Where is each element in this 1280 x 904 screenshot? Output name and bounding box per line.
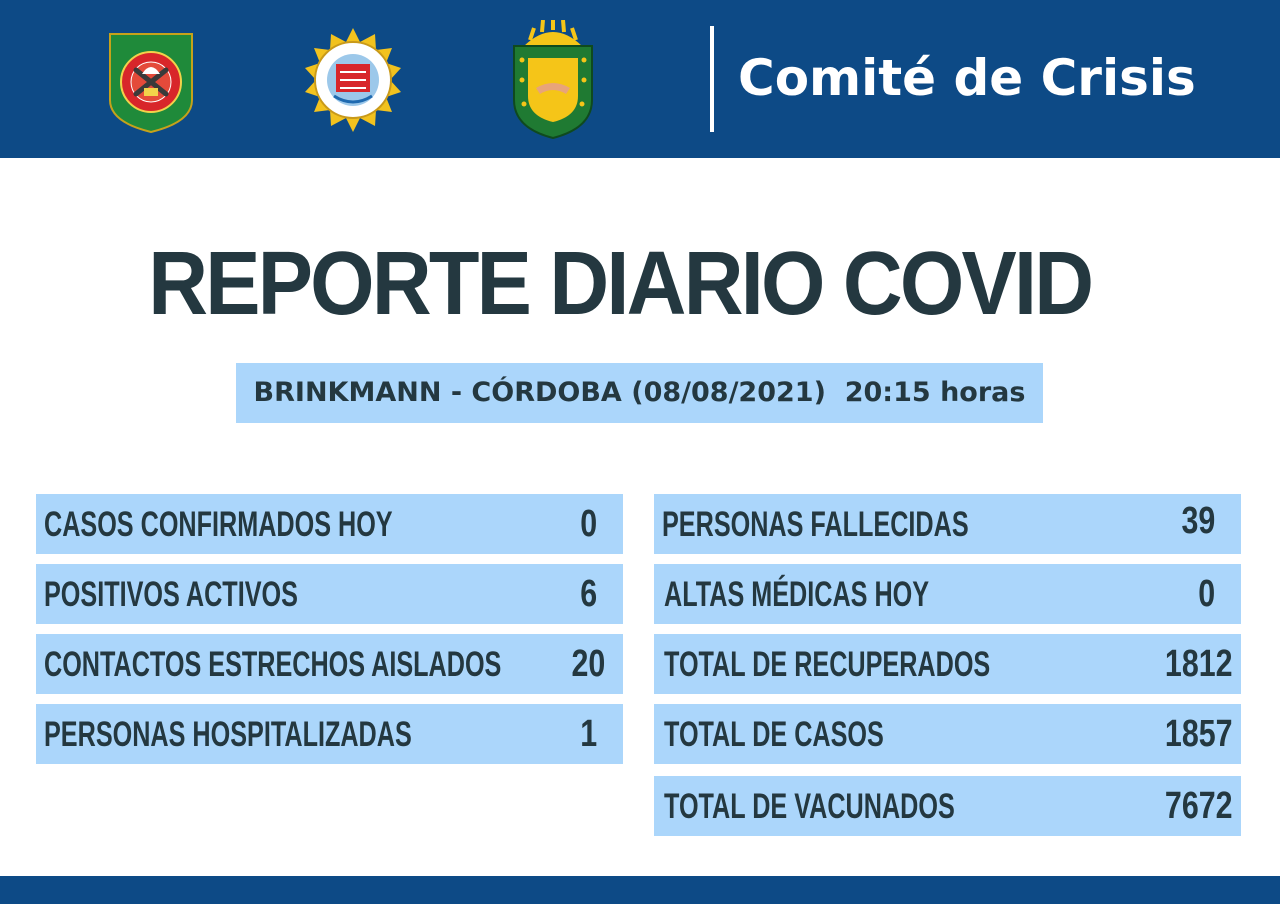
stat-label: TOTAL DE RECUPERADOS: [664, 645, 991, 684]
stat-label: CONTACTOS ESTRECHOS AISLADOS: [44, 645, 502, 684]
stat-row-total-casos: [654, 704, 1241, 764]
stat-value: 7672: [1165, 785, 1233, 827]
report-title: REPORTE DIARIO COVID: [148, 234, 1092, 334]
stat-row-contactos-estrechos: [36, 634, 623, 694]
stat-row-total-vacunados: [654, 776, 1241, 836]
location-banner: [236, 363, 1043, 423]
stat-label: CASOS CONFIRMADOS HOY: [44, 505, 393, 544]
stat-label: PERSONAS FALLECIDAS: [662, 505, 969, 544]
stat-value: 1857: [1165, 713, 1233, 755]
stat-label: POSITIVOS ACTIVOS: [44, 575, 298, 614]
stat-value: 1: [580, 713, 597, 755]
stat-value: 20: [571, 643, 605, 685]
stat-value: 39: [1181, 500, 1215, 542]
footer-bar: [0, 876, 1280, 904]
stat-row-casos-confirmados-hoy: [36, 494, 623, 554]
policia-cordoba-logo: [298, 26, 408, 136]
stat-row-altas-medicas-hoy: [654, 564, 1241, 624]
stat-label: TOTAL DE VACUNADOS: [664, 787, 955, 826]
stat-value: 0: [580, 503, 597, 545]
header-divider: [710, 26, 714, 132]
header-banner: [0, 0, 1280, 158]
stat-label: TOTAL DE CASOS: [664, 715, 884, 754]
stat-label: PERSONAS HOSPITALIZADAS: [44, 715, 412, 754]
stat-label: ALTAS MÉDICAS HOY: [664, 575, 930, 614]
stat-row-personas-fallecidas: [654, 494, 1241, 554]
header-title: Comité de Crisis: [738, 49, 1196, 107]
stat-row-personas-hospitalizadas: [36, 704, 623, 764]
stat-row-total-recuperados: [654, 634, 1241, 694]
location-date-text: BRINKMANN - CÓRDOBA (08/08/2021) 20:15 horas: [253, 377, 1026, 408]
stat-row-positivos-activos: [36, 564, 623, 624]
bomberos-voluntarios-logo: [106, 30, 196, 134]
stat-value: 1812: [1165, 643, 1233, 685]
stat-value: 0: [1198, 573, 1215, 615]
stat-value: 6: [580, 573, 597, 615]
brinkmann-escudo-logo: [510, 20, 596, 140]
